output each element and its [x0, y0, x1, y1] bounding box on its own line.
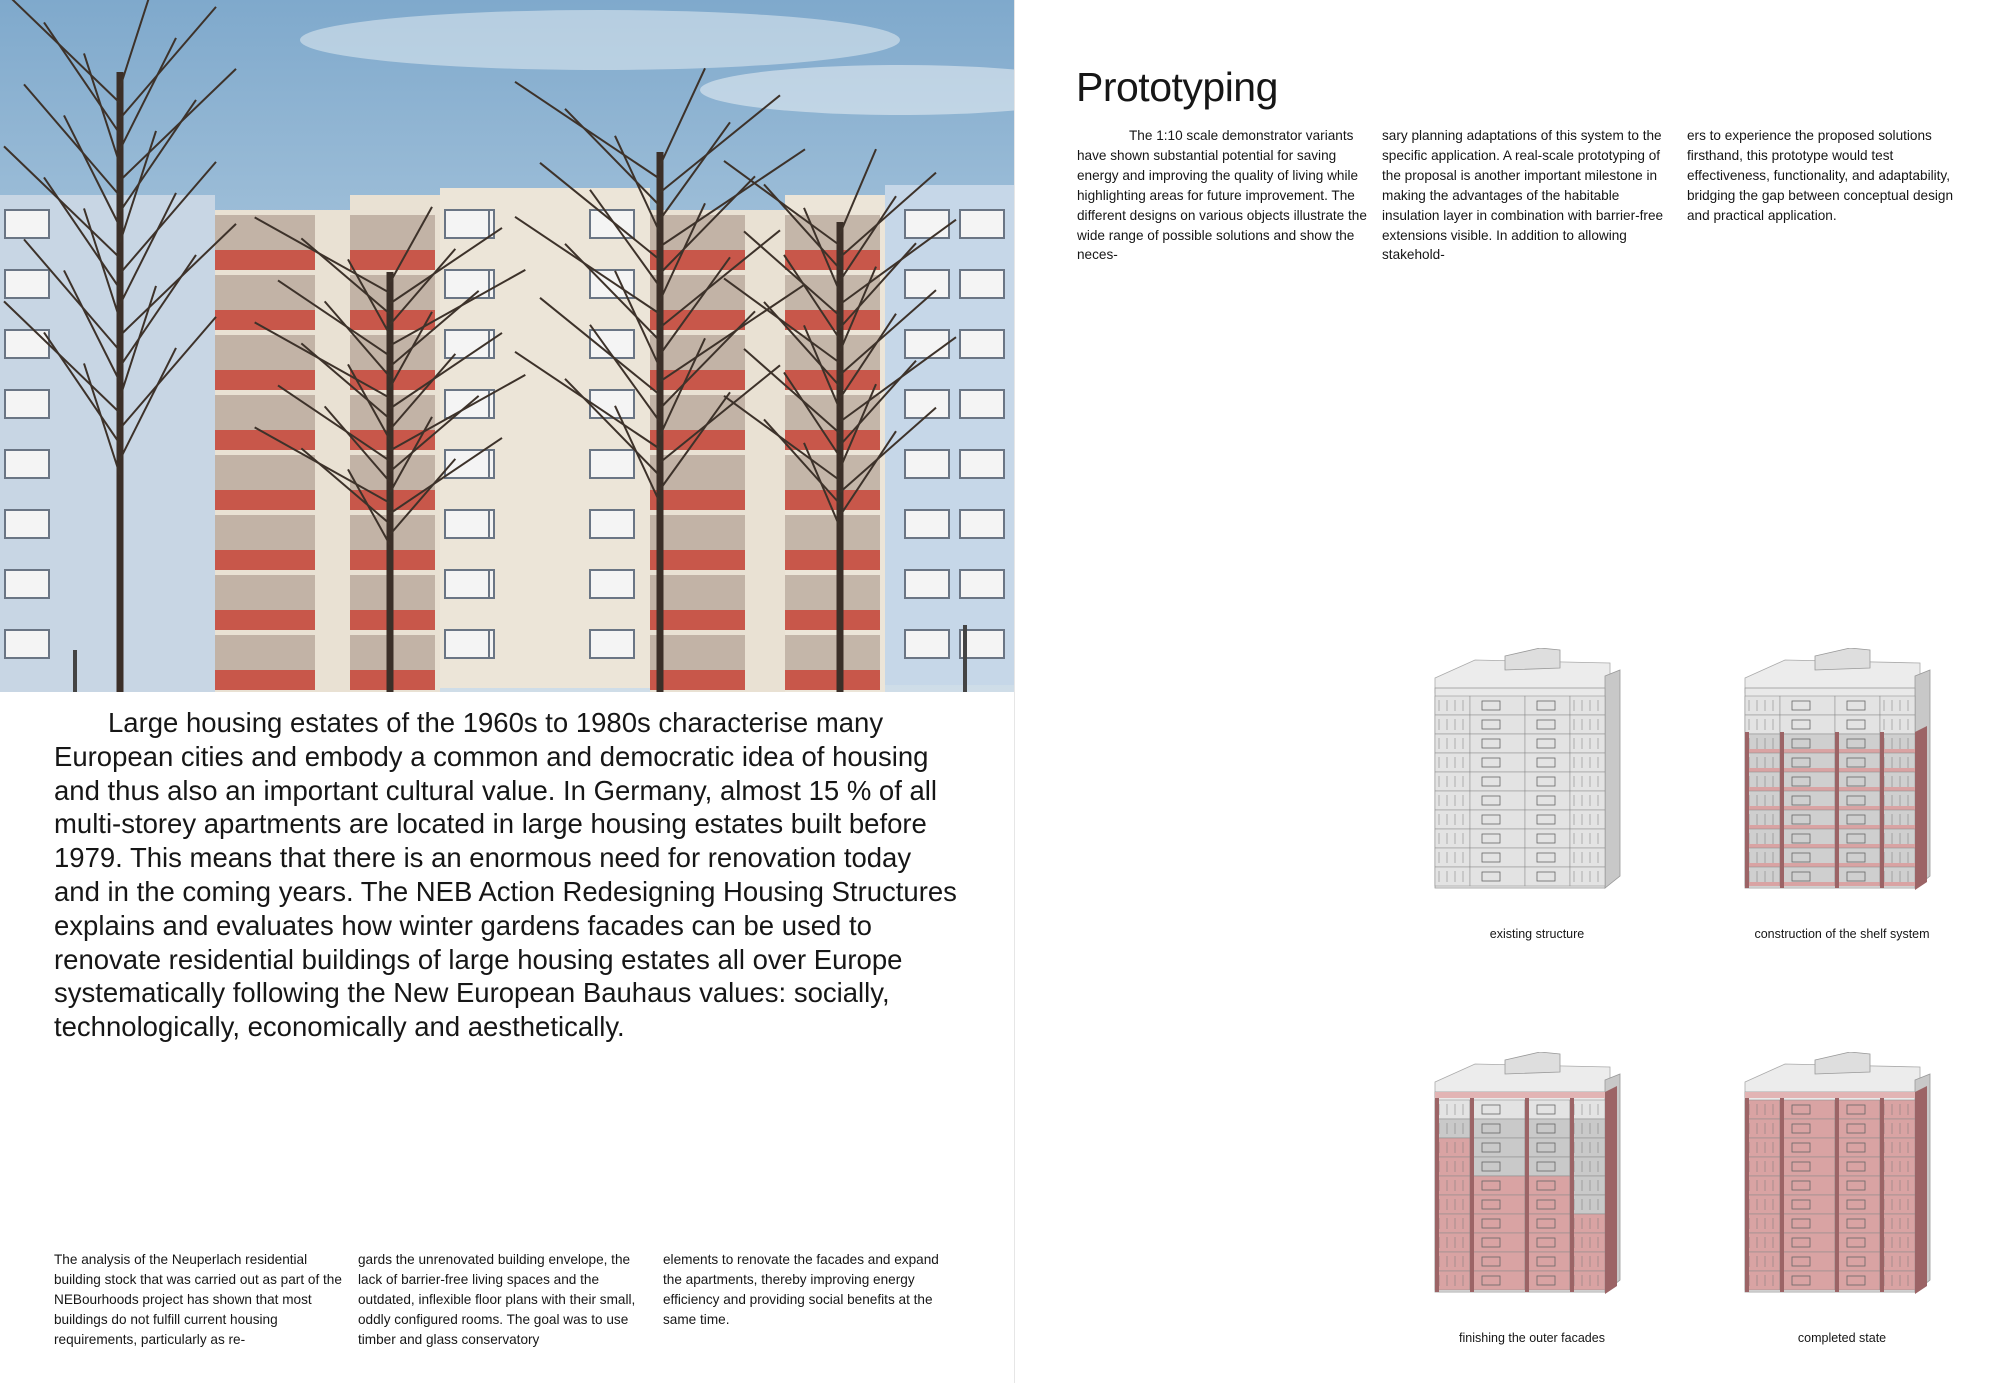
- figure-completed-state: [1740, 1052, 1990, 1312]
- caption-completed-state: completed state: [1797, 1331, 1887, 1345]
- building-floors: [1435, 696, 1605, 886]
- left-column-1: The analysis of the Neuperlach residential building stock that was carried out as part of the NEBourhoods project has shown that most buildings do not fulfill current housing requirements, particularly as re-: [54, 1252, 342, 1347]
- housing-estate-photo: [0, 0, 1014, 692]
- caption-outer-facades: finishing the outer facades: [1459, 1331, 1605, 1345]
- figure-existing-structure: [1430, 648, 1680, 908]
- figure-outer-facades: [1430, 1052, 1680, 1312]
- caption-existing-structure: existing structure: [1489, 927, 1585, 941]
- building-floors: [1745, 1100, 1915, 1290]
- right-column-1-text: The 1:10 scale demonstrator variants have shown substantial potential for saving energy and improving the quality of living while highlighting areas for future improvement. The different designs on various objects illustrate the wide range of possible solutions and show the neces-: [1077, 128, 1367, 263]
- left-column-2: gards the unrenovated building envelope, the lack of barrier-free living spaces and the outdated, inflexible floor plans with their small, oddly configured rooms. The goal was to use timber and glass conservatory: [358, 1252, 636, 1347]
- lead-text: Large housing estates of the 1960s to 1980s characterise many European cities and embody a common and democratic idea of housing and thus also an important cultural value. In Germany, almost 15 % of all multi-storey apartments are located in large housing estates built before 1979. This means that there is an enormous need for renovation today and in the coming years. The NEB Action Redesigning Housing Structures explains and evaluates how winter gardens facades can be used to renovate residential buildings of large housing estates all over Europe systematically following the New European Bauhaus values: socially, technologically, economically and aesthetically.: [54, 707, 957, 1043]
- right-column-2: sary planning adaptations of this system to the specific application. A real-scale prototyping of the proposal is another important milestone in making the advantages of the habitable insulation layer in combination with barrier-free extensions visible. In addition to allowing stakehold-: [1382, 128, 1664, 263]
- page-gutter: [1014, 0, 1015, 1383]
- photo-illustration: [0, 0, 1014, 692]
- page-title: Prototyping: [1076, 64, 1278, 110]
- figure-shelf-system: [1740, 648, 1990, 908]
- lead-paragraph: [54, 706, 959, 1044]
- right-column-3: ers to experience the proposed solutions firsthand, this prototype would test effectiveness, functionality, and adaptability, bridging the gap between conceptual design and practical application.: [1687, 128, 1954, 223]
- right-column-1: [1077, 126, 1369, 265]
- building-floors: [1435, 1100, 1605, 1290]
- left-column-3: elements to renovate the facades and expand the apartments, thereby improving energy efficiency and providing social benefits at the same time.: [663, 1252, 939, 1327]
- caption-shelf-system: construction of the shelf system: [1754, 927, 1930, 941]
- building-floors: [1745, 696, 1915, 886]
